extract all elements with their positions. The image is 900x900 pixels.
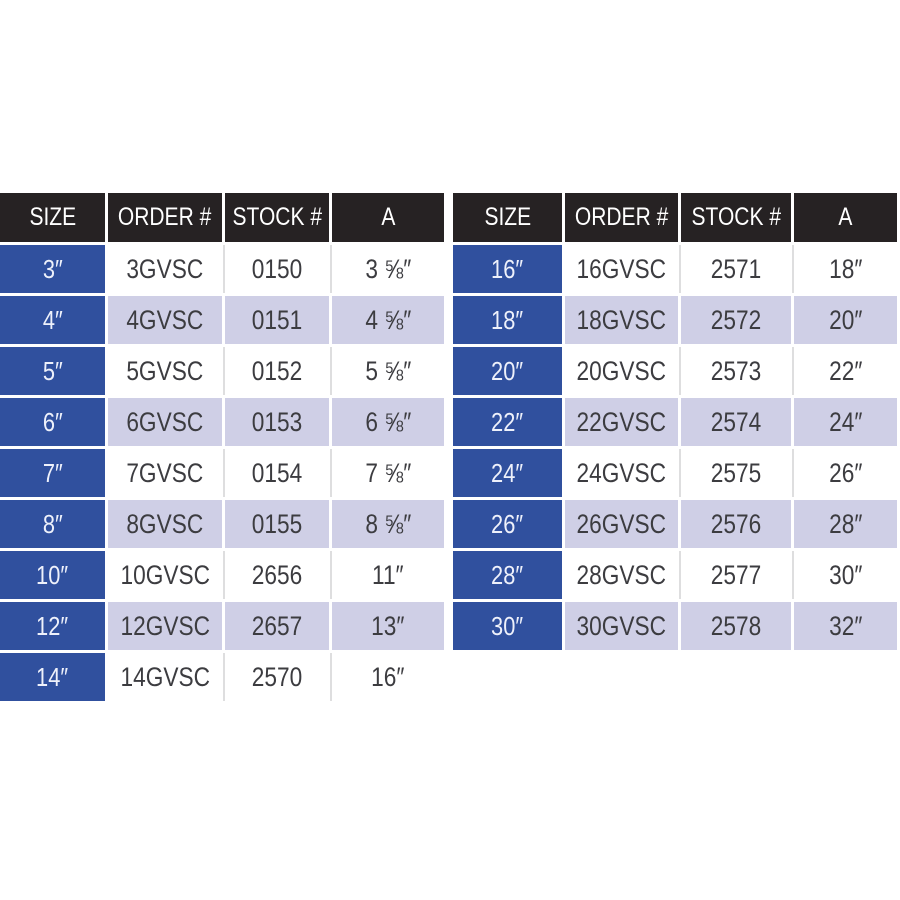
cell-value: 2575 (710, 457, 762, 488)
cell-value: 14GVSC (120, 661, 210, 692)
cell-value: 7GVSC (126, 457, 204, 488)
table-cell-size (0, 602, 105, 650)
table-cell-order-number (108, 602, 222, 650)
cell-value: 32″ (828, 610, 863, 641)
cell-value: 22″ (828, 355, 863, 386)
cell-value: 2578 (710, 610, 762, 641)
column-header-label: STOCK # (691, 203, 781, 231)
size-chart-table-right (453, 193, 897, 650)
table-cell-size (453, 245, 562, 293)
cell-value: 24″ (491, 457, 524, 488)
cell-value: 0151 (251, 304, 303, 335)
table-cell-order-number (565, 347, 678, 395)
table-cell-order-number (565, 551, 678, 599)
cell-value: 26″ (491, 508, 524, 539)
table-cell-size (0, 500, 105, 548)
table-cell-order-number (108, 551, 222, 599)
table-cell-dim-a (332, 551, 444, 599)
table-cell-order-number (565, 500, 678, 548)
cell-value: 6″ (42, 406, 63, 437)
cell-value: 20″ (491, 355, 524, 386)
cell-value: 3 ⅝″ (365, 253, 411, 284)
table-cell-stock-number (225, 398, 329, 446)
cell-value: 7 ⅝″ (365, 457, 411, 488)
table-cell-dim-a (332, 653, 444, 701)
table-cell-stock-number (681, 449, 791, 497)
table-cell-size (0, 296, 105, 344)
table-cell-stock-number (225, 653, 329, 701)
table-cell-order-number (565, 602, 678, 650)
cell-value: 8″ (42, 508, 63, 539)
cell-value: 2577 (710, 559, 762, 590)
cell-value: 12″ (36, 610, 69, 641)
cell-value: 0155 (251, 508, 303, 539)
table-cell-size (453, 296, 562, 344)
table-cell-size (453, 398, 562, 446)
column-header-dim-a (794, 193, 897, 242)
cell-value: 22″ (491, 406, 524, 437)
cell-value: 28″ (828, 508, 863, 539)
cell-value: 16″ (371, 661, 405, 692)
table-cell-dim-a (332, 398, 444, 446)
column-header-label: A (380, 203, 396, 231)
table-cell-dim-a (332, 449, 444, 497)
column-header-stock-number (681, 193, 791, 242)
cell-value: 0150 (251, 253, 303, 284)
cell-value: 5 ⅝″ (365, 355, 411, 386)
cell-value: 28″ (491, 559, 524, 590)
table-cell-dim-a (332, 500, 444, 548)
table-cell-dim-a (332, 245, 444, 293)
table-cell-stock-number (225, 245, 329, 293)
cell-value: 26″ (828, 457, 863, 488)
cell-value: 0153 (251, 406, 303, 437)
cell-value: 16″ (491, 253, 524, 284)
table-cell-stock-number (225, 551, 329, 599)
cell-value: 20″ (828, 304, 863, 335)
cell-value: 4 ⅝″ (365, 304, 411, 335)
cell-value: 4″ (42, 304, 63, 335)
table-cell-dim-a (332, 602, 444, 650)
table-cell-size (0, 449, 105, 497)
cell-value: 6GVSC (126, 406, 204, 437)
cell-value: 10″ (36, 559, 69, 590)
column-header-label: A (838, 203, 853, 231)
cell-value: 20GVSC (576, 355, 667, 386)
table-cell-order-number (565, 449, 678, 497)
cell-value: 2573 (710, 355, 762, 386)
cell-value: 24″ (828, 406, 863, 437)
table-cell-size (453, 449, 562, 497)
table-cell-dim-a (794, 398, 897, 446)
cell-value: 6 ⅝″ (365, 406, 411, 437)
table-cell-dim-a (332, 296, 444, 344)
column-header-size (453, 193, 562, 242)
table-cell-order-number (565, 398, 678, 446)
column-header-label: SIZE (29, 203, 76, 231)
cell-value: 30″ (491, 610, 524, 641)
cell-value: 4GVSC (126, 304, 204, 335)
cell-value: 18″ (491, 304, 524, 335)
table-cell-stock-number (225, 296, 329, 344)
table-cell-size (0, 245, 105, 293)
table-cell-order-number (108, 653, 222, 701)
cell-value: 16GVSC (576, 253, 667, 284)
column-header-label: ORDER # (574, 203, 669, 231)
table-cell-stock-number (681, 602, 791, 650)
table-cell-dim-a (794, 602, 897, 650)
cell-value: 3″ (42, 253, 63, 284)
cell-value: 2657 (251, 610, 303, 641)
cell-value: 30″ (828, 559, 863, 590)
cell-value: 0154 (251, 457, 303, 488)
table-cell-dim-a (332, 347, 444, 395)
cell-value: 12GVSC (120, 610, 210, 641)
cell-value: 8GVSC (126, 508, 204, 539)
table-cell-size (0, 347, 105, 395)
cell-value: 5GVSC (126, 355, 204, 386)
cell-value: 18GVSC (576, 304, 667, 335)
cell-value: 2571 (710, 253, 762, 284)
table-cell-stock-number (681, 551, 791, 599)
cell-value: 28GVSC (576, 559, 667, 590)
table-cell-dim-a (794, 449, 897, 497)
table-cell-order-number (565, 296, 678, 344)
cell-value: 11″ (372, 559, 404, 590)
table-cell-order-number (108, 398, 222, 446)
cell-value: 10GVSC (120, 559, 210, 590)
cell-value: 3GVSC (126, 253, 204, 284)
column-header-label: ORDER # (118, 203, 212, 231)
table-cell-stock-number (681, 347, 791, 395)
table-cell-dim-a (794, 296, 897, 344)
table-cell-order-number (108, 296, 222, 344)
table-cell-stock-number (225, 500, 329, 548)
table-cell-size (453, 551, 562, 599)
cell-value: 7″ (42, 457, 63, 488)
table-cell-stock-number (681, 398, 791, 446)
table-cell-order-number (108, 449, 222, 497)
column-header-order-number (565, 193, 678, 242)
size-chart-table-left (0, 193, 444, 701)
table-cell-stock-number (225, 449, 329, 497)
column-header-label: STOCK # (232, 203, 322, 231)
table-cell-dim-a (794, 500, 897, 548)
cell-value: 14″ (36, 661, 69, 692)
cell-value: 13″ (371, 610, 405, 641)
table-cell-stock-number (681, 245, 791, 293)
table-cell-dim-a (794, 551, 897, 599)
cell-value: 22GVSC (576, 406, 667, 437)
cell-value: 2656 (251, 559, 303, 590)
column-header-label: SIZE (484, 203, 531, 231)
table-cell-dim-a (794, 347, 897, 395)
table-cell-size (0, 653, 105, 701)
table-cell-order-number (565, 245, 678, 293)
cell-value: 30GVSC (576, 610, 667, 641)
table-cell-order-number (108, 245, 222, 293)
table-cell-stock-number (681, 296, 791, 344)
table-cell-size (453, 347, 562, 395)
table-cell-order-number (108, 347, 222, 395)
cell-value: 24GVSC (576, 457, 667, 488)
cell-value: 8 ⅝″ (365, 508, 411, 539)
table-cell-size (453, 602, 562, 650)
cell-value: 26GVSC (576, 508, 667, 539)
column-header-dim-a (332, 193, 444, 242)
table-cell-stock-number (225, 347, 329, 395)
table-cell-size (0, 551, 105, 599)
column-header-stock-number (225, 193, 329, 242)
table-cell-stock-number (681, 500, 791, 548)
column-header-size (0, 193, 105, 242)
table-cell-dim-a (794, 245, 897, 293)
table-cell-order-number (108, 500, 222, 548)
table-cell-size (453, 500, 562, 548)
table-cell-stock-number (225, 602, 329, 650)
cell-value: 18″ (828, 253, 863, 284)
cell-value: 2574 (710, 406, 762, 437)
table-cell-size (0, 398, 105, 446)
cell-value: 2572 (710, 304, 762, 335)
cell-value: 5″ (42, 355, 63, 386)
cell-value: 2576 (710, 508, 762, 539)
column-header-order-number (108, 193, 222, 242)
cell-value: 0152 (251, 355, 303, 386)
cell-value: 2570 (251, 661, 303, 692)
